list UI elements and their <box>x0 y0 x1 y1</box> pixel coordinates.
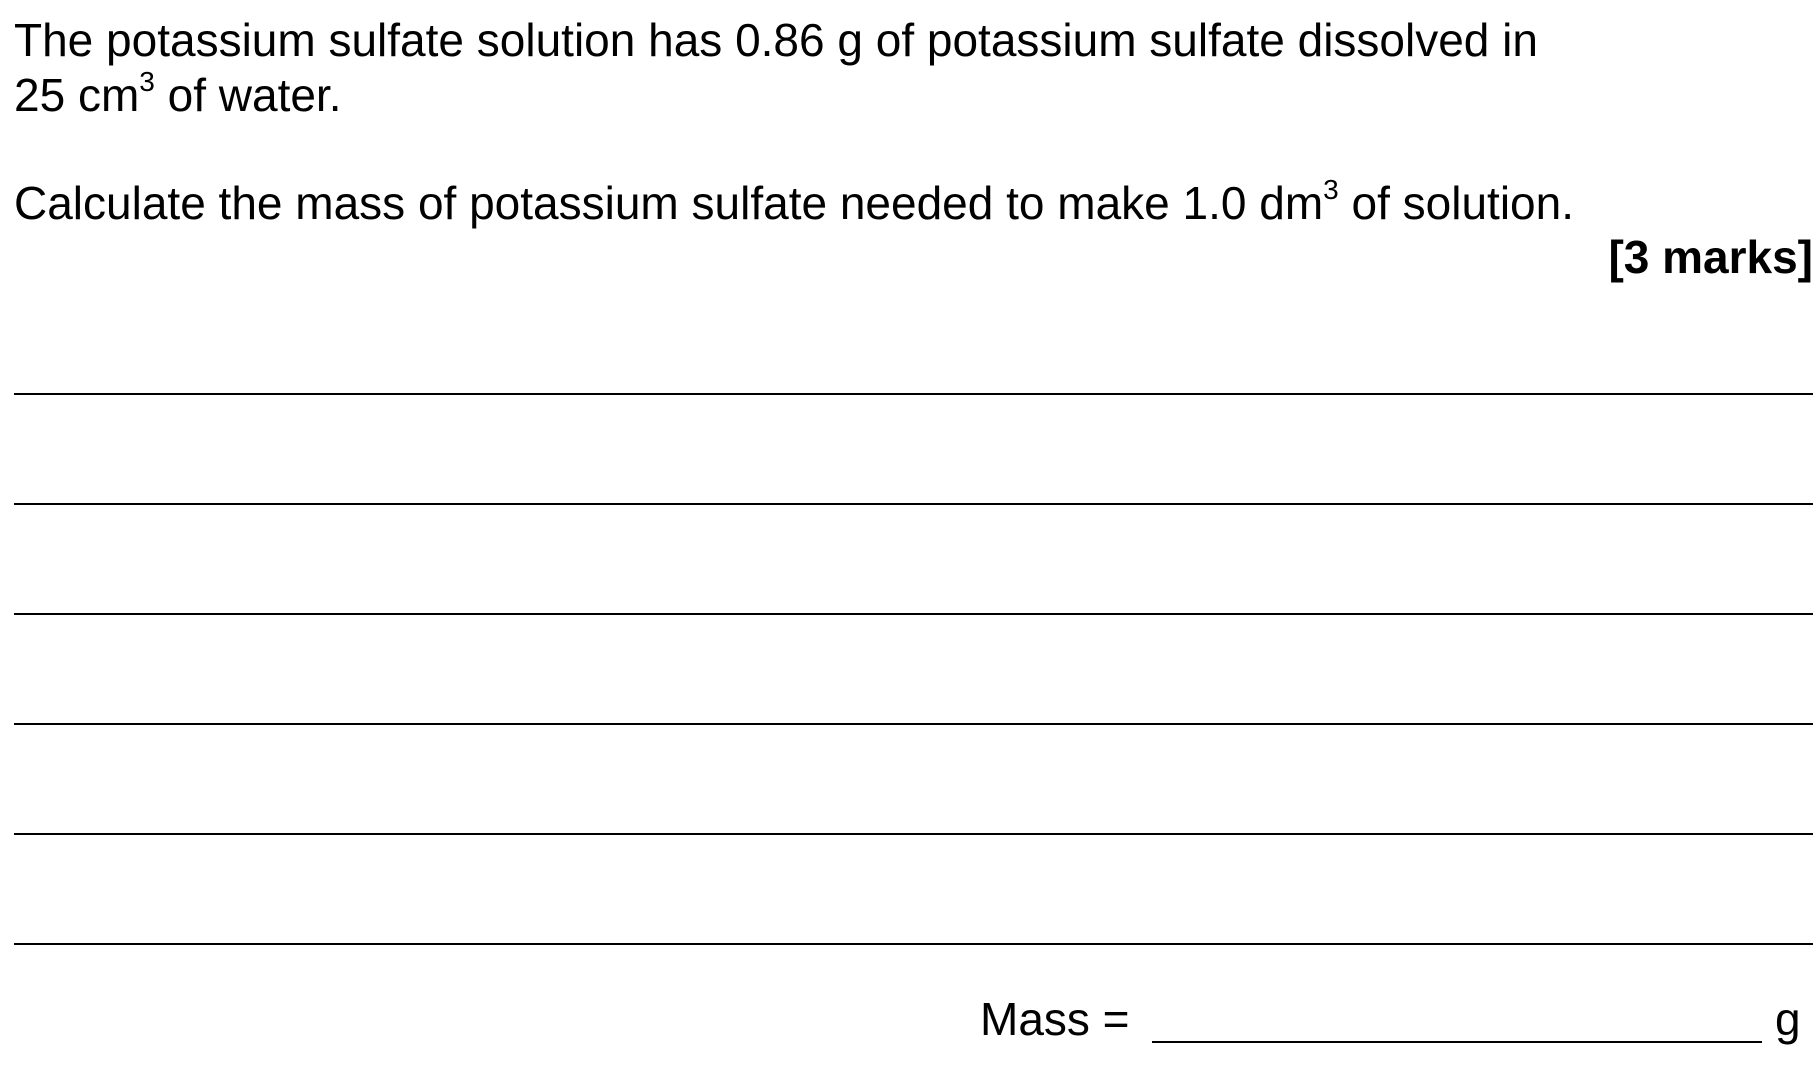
working-line[interactable] <box>14 503 1813 505</box>
marks-label: [3 marks] <box>1608 231 1813 283</box>
mass-unit: g <box>1775 993 1801 1045</box>
working-line[interactable] <box>14 833 1813 835</box>
question-instruction-suffix: of solution. <box>1338 177 1575 229</box>
question-instruction-prefix: Calculate the mass of potassium sulfate needed to make 1.0 dm <box>14 177 1324 229</box>
superscript-3: 3 <box>139 65 155 97</box>
question-line-2-suffix: of water. <box>154 69 342 121</box>
question-instruction <box>14 173 1575 230</box>
question-line-1: The potassium sulfate solution has 0.86 g of potassium sulfate dissolved in <box>14 14 1538 66</box>
working-line[interactable] <box>14 613 1813 615</box>
working-line[interactable] <box>14 723 1813 725</box>
answer-row <box>0 992 1820 1052</box>
question-line-2 <box>14 65 342 122</box>
working-line[interactable] <box>14 943 1813 945</box>
superscript-3: 3 <box>1323 173 1339 205</box>
mass-answer-blank[interactable] <box>1152 1041 1762 1043</box>
question-line-2-prefix: 25 cm <box>14 69 140 121</box>
working-line[interactable] <box>14 393 1813 395</box>
mass-label: Mass = <box>980 993 1130 1045</box>
